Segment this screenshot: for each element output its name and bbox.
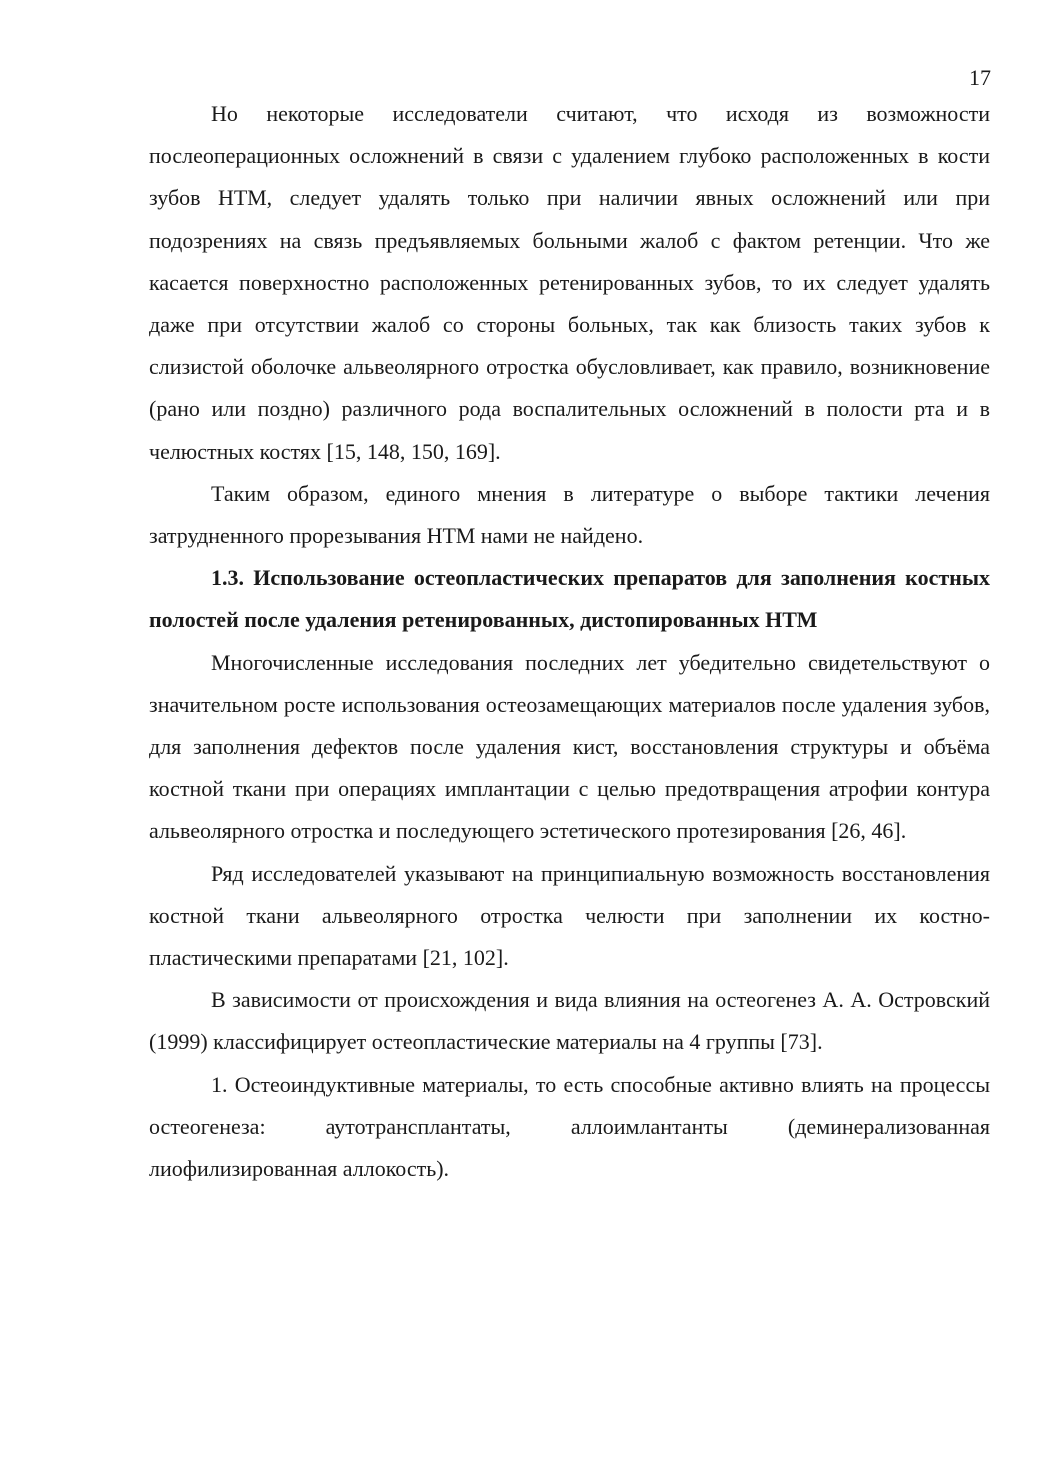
section-number: 1.3. (211, 565, 244, 591)
paragraph-osteoinductive: 1. Остеоиндуктивные материалы, то есть способные активно влиять на процессы остеогенеза: аутотрансплантаты, аллоимлантанты (деминерализованная лиофилизированная аллокость). (149, 1071, 990, 1182)
paragraph-removal-opinions: Но некоторые исследователи считают, что исходя из возможности послеоперационных осложнений в связи с удалением глубоко расположенных в кости зубов НТМ, следует удалять только при наличии явных осложнений или при подозрениях на связь предъявляемых больными жалоб с фактом ретенции. Что же касается поверхностно расположенных ретенированных зубов, то их следует удалять даже при отсутствии жалоб со стороны больных, так как близость таких зубов к слизистой оболочке альвеолярного отростка обусловливает, как правило, возникновение (рано или поздно) различного рода воспалительных осложнений в полости рта и в челюстных костях [15, 148, 150, 169]. (149, 101, 990, 464)
section-title: Использование остеопластических препаратов для заполнения костных полостей после удаления ретенированных, дистопированных НТМ (149, 565, 990, 633)
paragraph-osteoreplacement-growth: Многочисленные исследования последних лет убедительно свидетельствуют о значительном росте использования остеозамещающих материалов после удаления зубов, для заполнения дефектов после удаления кист, восстановления структуры и объёма костной ткани при операциях имплантации с целью предотвращения атрофии контура альвеолярного отростка и последующего эстетического протезирования [26, 46]. (149, 649, 990, 844)
section-heading (149, 557, 990, 641)
document-body (149, 93, 990, 1190)
paragraph-no-consensus: Таким образом, единого мнения в литературе о выборе тактики лечения затрудненного прорезывания НТМ нами не найдено. (149, 480, 990, 549)
paragraph-bone-restoration: Ряд исследователей указывают на принципиальную возможность восстановления костной ткани альвеолярного отростка челюсти при заполнении их костно-пластическими препаратами [21, 102]. (149, 860, 990, 971)
page-number: 17 (969, 65, 991, 90)
paragraph-classification: В зависимости от происхождения и вида влияния на остеогенез А. А. Островский (1999) классифицирует остеопластические материалы на 4 группы [73]. (149, 987, 990, 1055)
